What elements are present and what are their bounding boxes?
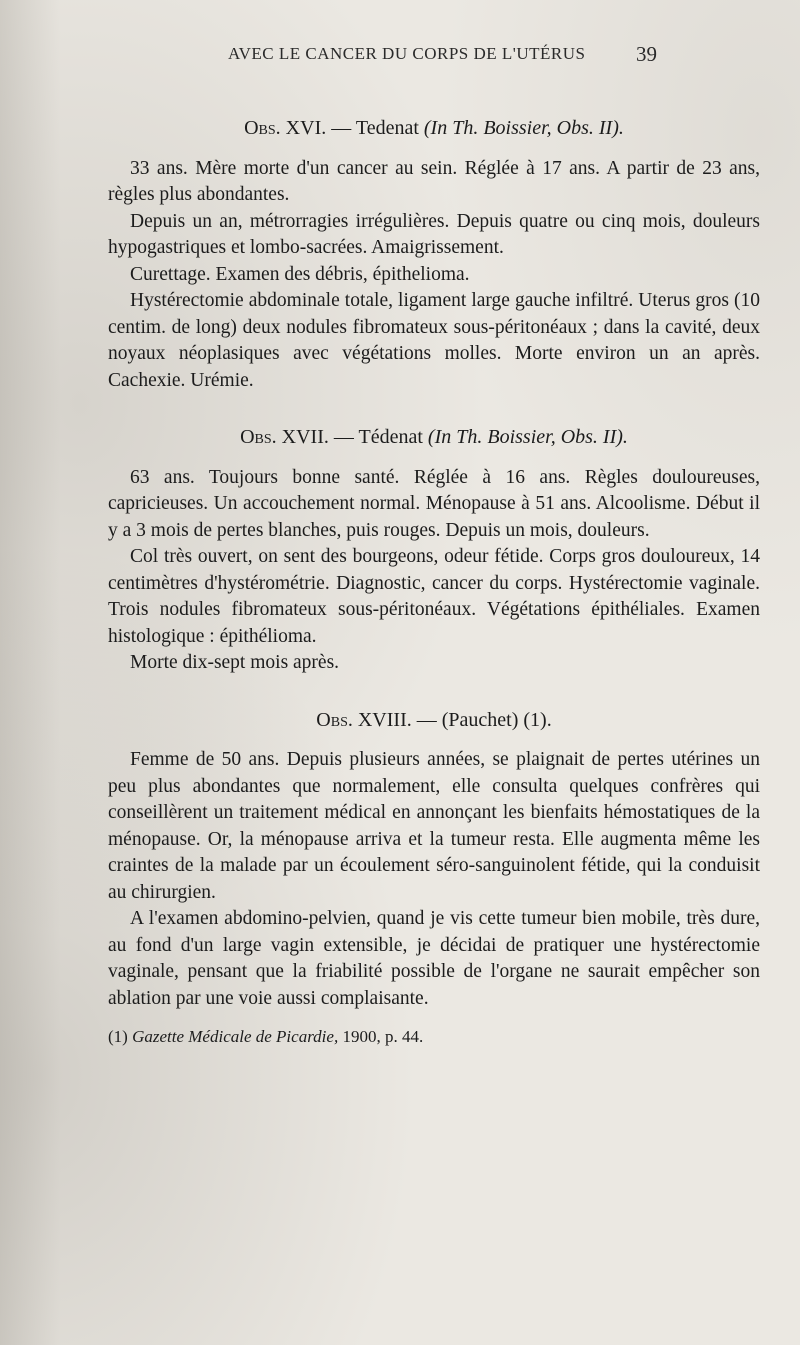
footnote-marker: (1): [108, 1027, 128, 1046]
footnote-source: Gazette Médicale de Picardie,: [132, 1027, 339, 1046]
observation-author: — Tedenat: [331, 117, 419, 139]
observation-label: Obs. XVII.: [240, 426, 329, 448]
paragraph: Col très ouvert, on sent des bourgeons, odeur fétide. Corps gros douloureux, 14 centimètres d'hystérométrie. Diagnostic, cancer du corps. Hystérectomie vaginale. Trois nodules fibromateux sous-péritonéaux. Végétations épithéliales. Examen histologique : épithélioma.: [108, 546, 760, 647]
paragraph: Curettage. Examen des débris, épithelioma.: [130, 263, 470, 285]
observation-label: Obs. XVIII.: [316, 708, 412, 731]
paragraph: Femme de 50 ans. Depuis plusieurs années, se plaignait de pertes utérines un peu plus abondantes que normalement, elle consulta quelques confrères qui conseillèrent un traitement médical en annonçant les bienfaits hémostatiques de la ménopause. Or, la ménopause arriva et la tumeur resta. Elle augmenta même les craintes de la malade par un écoulement séro-sanguinolent fétide, qui la conduisit au chirurgien.: [108, 749, 760, 903]
observation-source: (1).: [523, 708, 552, 731]
observation-author: — Tédenat: [333, 426, 423, 448]
running-head: AVEC LE CANCER DU CORPS DE L'UTÉRUS: [228, 44, 586, 63]
observation-17: [108, 424, 760, 677]
paragraph: Morte dix-sept mois après.: [130, 652, 340, 673]
observation-source: (In Th. Boissier, Obs. II).: [427, 426, 628, 448]
paragraph: 33 ans. Mère morte d'un cancer au sein. Réglée à 17 ans. A partir de 23 ans, règles plus abondantes.: [108, 157, 760, 205]
paragraph: A l'examen abdomino-pelvien, quand je vis cette tumeur bien mobile, très dure, au fond d'un large vagin extensible, je décidai de pratiquer une hystérectomie vaginale, pensant que la friabilité possible de l'organe ne saurait empêcher son ablation par une voie aussi complaisante.: [108, 908, 760, 1009]
page-number: 39: [636, 42, 657, 66]
footnote: [108, 1026, 760, 1048]
observation-heading: [108, 707, 760, 734]
observation-author: — (Pauchet): [416, 708, 519, 731]
observation-source: (In Th. Boissier, Obs. II).: [423, 117, 624, 139]
paragraph: Depuis un an, métrorragies irrégulières. Depuis quatre ou cinq mois, douleurs hypogastriques et lombo-sacrées. Amaigrissement.: [108, 210, 760, 258]
paragraph: 63 ans. Toujours bonne santé. Réglée à 16 ans. Règles douloureuses, capricieuses. Un accouchement normal. Ménopause à 51 ans. Alcoolisme. Début il y a 3 mois de pertes blanches, puis rouges. Depuis un mois, douleurs.: [108, 466, 760, 541]
footnote-detail: 1900, p. 44.: [342, 1027, 424, 1046]
paragraph: Hystérectomie abdominale totale, ligament large gauche infiltré. Uterus gros (10 centim. de long) deux nodules fibromateux sous-péritonéaux ; dans la cavité, deux noyaux néoplasiques avec végétations molles. Morte environ un an après. Cachexie. Urémie.: [108, 290, 760, 391]
observation-heading: [108, 424, 760, 451]
observation-16: [108, 115, 760, 394]
observation-18: [108, 707, 760, 1049]
observation-label: Obs. XVI.: [244, 117, 327, 139]
observation-heading: [108, 115, 760, 142]
page-body: [108, 115, 760, 1078]
